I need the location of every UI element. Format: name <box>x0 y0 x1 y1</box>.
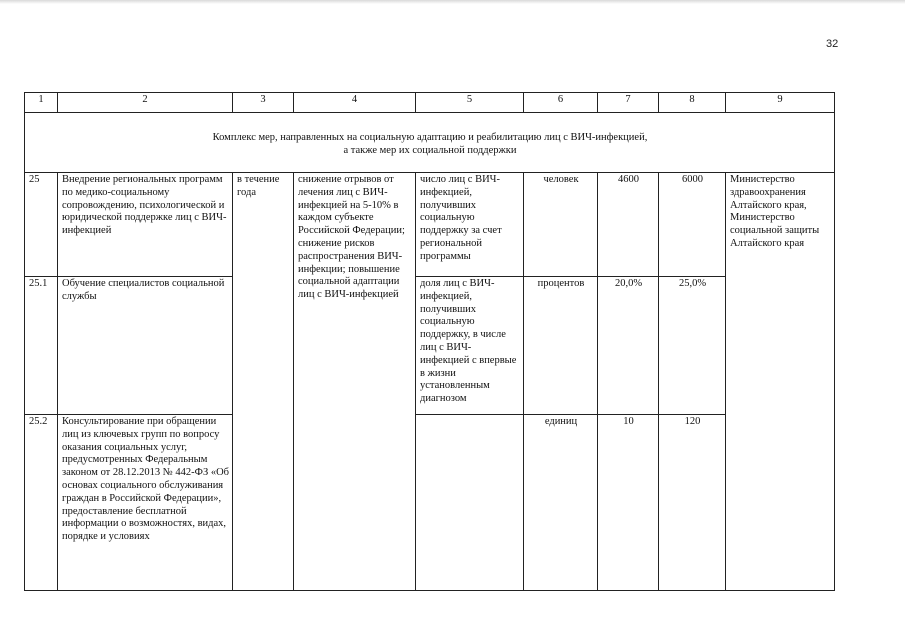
column-number: 4 <box>294 93 416 113</box>
unit-cell: процентов <box>524 277 598 415</box>
table-row <box>25 173 835 277</box>
column-number: 1 <box>25 93 58 113</box>
column-number: 6 <box>524 93 598 113</box>
indicator-cell: доля лиц с ВИЧ-инфекцией, получивших социальную поддержку, в числе лиц с ВИЧ-инфекцией с впервые в жизни установленным диагнозом <box>416 277 524 415</box>
value-8-cell: 6000 <box>659 173 726 277</box>
responsible-continuation-cell <box>726 415 835 591</box>
value-8-cell: 25,0% <box>659 277 726 415</box>
column-number: 7 <box>598 93 659 113</box>
section-title-line: а также мер их социальной поддержки <box>343 145 517 156</box>
table-row <box>25 415 835 591</box>
row-number: 25.1 <box>25 277 58 415</box>
page-number: 32 <box>826 38 839 50</box>
column-number: 2 <box>58 93 233 113</box>
unit-cell: единиц <box>524 415 598 591</box>
column-number: 9 <box>726 93 835 113</box>
value-8-cell: 120 <box>659 415 726 591</box>
column-number: 8 <box>659 93 726 113</box>
value-7-cell: 4600 <box>598 173 659 277</box>
measure-cell: Обучение специалистов социальной службы <box>58 277 233 415</box>
indicator-cell <box>416 415 524 591</box>
expected-result-cell: снижение отрывов от лечения лиц с ВИЧ-инфекцией на 5-10% в каждом субъекте Российской Федерации; снижение рисков распространения ВИЧ-инфекции; повышение социальной адаптации лиц с ВИЧ-инфекцией <box>294 173 416 591</box>
section-header-row <box>25 113 835 173</box>
document-table <box>24 92 835 591</box>
value-7-cell: 10 <box>598 415 659 591</box>
value-7-cell: 20,0% <box>598 277 659 415</box>
table-row <box>25 277 835 415</box>
section-title <box>25 113 835 173</box>
row-number: 25 <box>25 173 58 277</box>
unit-cell: человек <box>524 173 598 277</box>
row-number: 25.2 <box>25 415 58 591</box>
column-number: 3 <box>233 93 294 113</box>
measure-cell: Консультирование при обращении лиц из ключевых групп по вопросу оказания социальных услуг, предусмотренных Федеральным законом от 28.12.2013 № 442-ФЗ «Об основах социального обслуживания граждан в Российской Федерации», предоставление бесплатной информации о возможностях, видах, порядке и условиях <box>58 415 233 591</box>
measure-cell: Внедрение региональных программ по медико-социальному сопровождению, психологической и юридической поддержке лиц с ВИЧ-инфекцией <box>58 173 233 277</box>
indicator-cell: число лиц с ВИЧ-инфекцией, получивших социальную поддержку за счет региональной программы <box>416 173 524 277</box>
responsible-cell: Министерство здравоохранения Алтайского края, Министерство социальной защиты Алтайского края <box>726 173 835 415</box>
section-title-line: Комплекс мер, направленных на социальную адаптацию и реабилитацию лиц с ВИЧ-инфекцией, <box>212 132 648 144</box>
term-cell: в течение года <box>233 173 294 591</box>
column-number: 5 <box>416 93 524 113</box>
column-number-row <box>25 93 835 113</box>
scan-edge <box>0 0 905 4</box>
